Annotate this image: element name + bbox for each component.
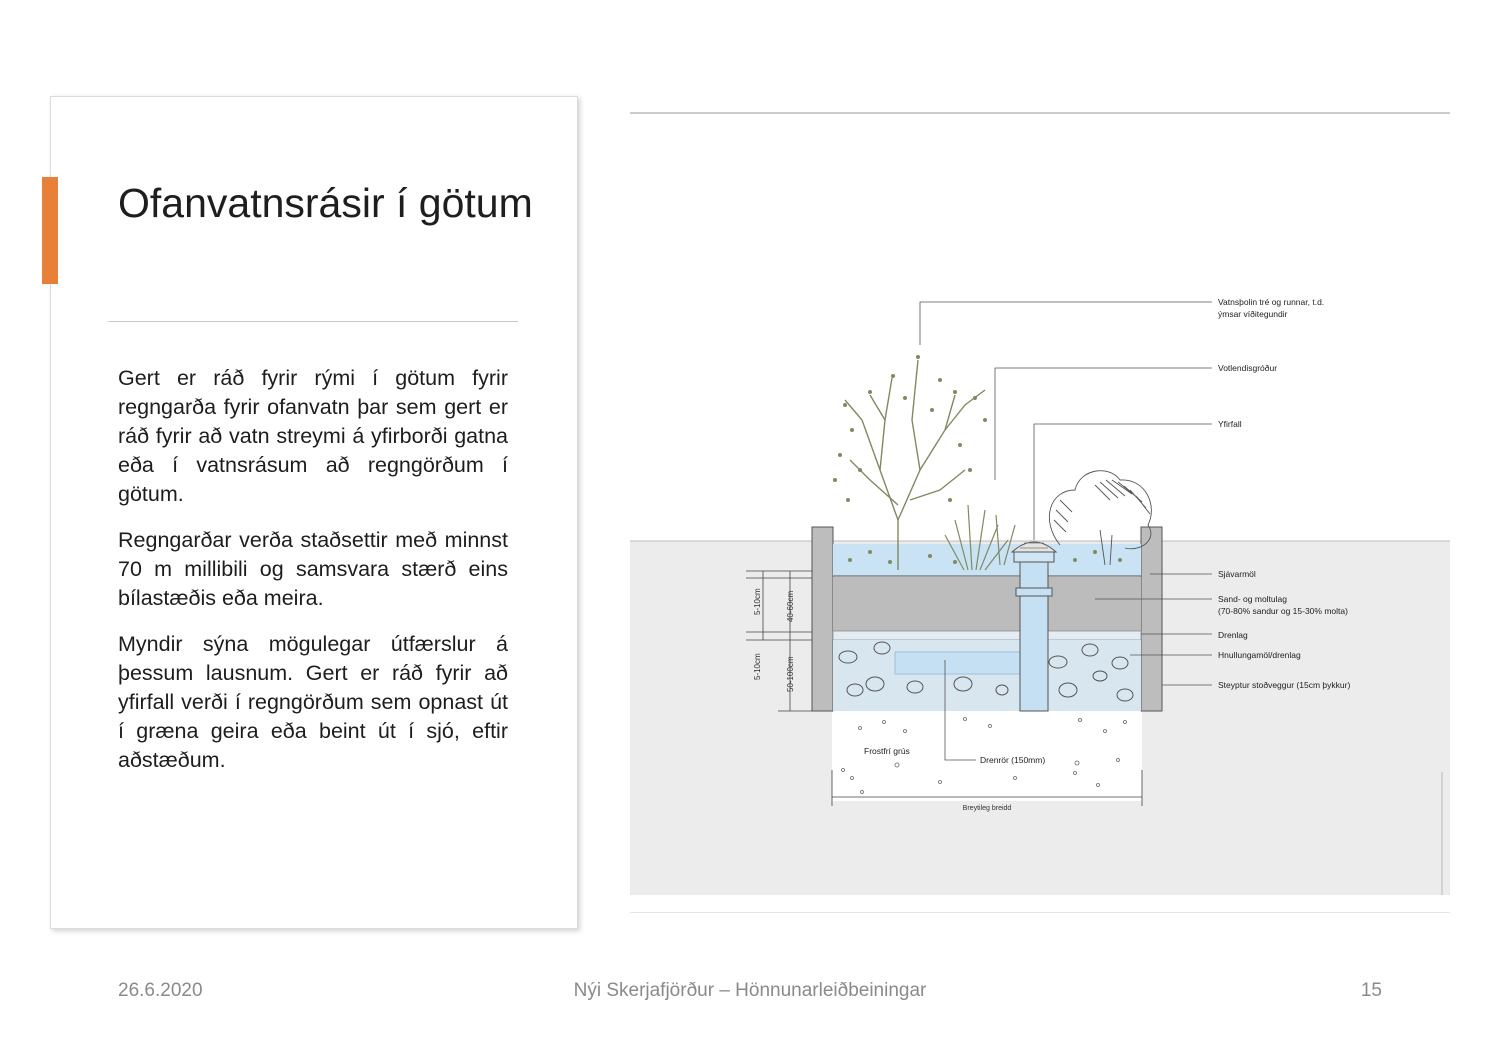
- label-trees-2: ýmsar víðitegundir: [1218, 309, 1288, 319]
- ponding-water: [833, 544, 1141, 576]
- pebble-drain-layer: [833, 640, 1141, 711]
- sand-compost-layer: [833, 577, 1141, 631]
- label-wetland: Votlendisgróður: [1218, 363, 1278, 373]
- footer-date: 26.6.2020: [118, 980, 203, 1001]
- paragraph-1: Gert er ráð fyrir rými í götum fyrir regngarða fyrir ofanvatn þar sem gert er ráð fyrir að vatn streymi á yfirborði gatna eða í vatnsrásum að regngörðum í götum.: [118, 366, 508, 506]
- dim-3-label: 5-10cm: [753, 653, 762, 680]
- label-sand-1: Sand- og moltulag: [1218, 594, 1287, 604]
- paragraph-3: Myndir sýna mögulegar útfærslur á þessum lausnum. Gert er ráð fyrir að yfirfall verði í regngörðum sem opnast út í græna geira eða beint út í sjó, eftir aðstæðum.: [118, 632, 508, 772]
- overflow-pipe: [1020, 560, 1048, 711]
- label-trees-1: Vatnsþolin tré og runnar, t.d.: [1218, 297, 1325, 307]
- dim-2-label: 40-60cm: [786, 590, 795, 622]
- label-pebble: Hnullungamöl/drenlag: [1218, 650, 1301, 660]
- right-retaining-wall: [1141, 527, 1162, 711]
- label-overflow: Yfirfall: [1218, 419, 1242, 429]
- left-retaining-wall: [812, 527, 833, 711]
- tree-leaves: [833, 355, 987, 502]
- drain-layer: [833, 631, 1141, 640]
- label-drain-layer: Drenlag: [1218, 630, 1248, 640]
- slide-title: Ofanvatnsrásir í götum: [118, 180, 533, 226]
- paragraph-2: Regngarðar verða staðsettir með minnst 70 m millibili og samsvara stærð eins bílastæðis eða meira.: [118, 528, 508, 610]
- footer-title: Nýi Skerjafjörður – Hönnunarleiðbeiningar: [573, 980, 927, 1001]
- width-label: Breytileg breidd: [962, 805, 1012, 812]
- page-number: 15: [1360, 980, 1382, 1001]
- tree-drawing: [845, 360, 985, 570]
- label-wall: Steyptur stoðveggur (15cm þykkur): [1218, 680, 1351, 690]
- label-frost: Frostfrí grús: [864, 746, 910, 756]
- dim-4-label: 50-100cm: [786, 656, 795, 692]
- drain-pipe: [895, 652, 1025, 674]
- label-sea-gravel: Sjávarmöl: [1218, 569, 1256, 579]
- label-drain-pipe: Drenrör (150mm): [980, 755, 1046, 765]
- label-sand-2: (70-80% sandur og 15-30% molta): [1218, 606, 1348, 616]
- dim-1-label: 5-10cm: [753, 588, 762, 615]
